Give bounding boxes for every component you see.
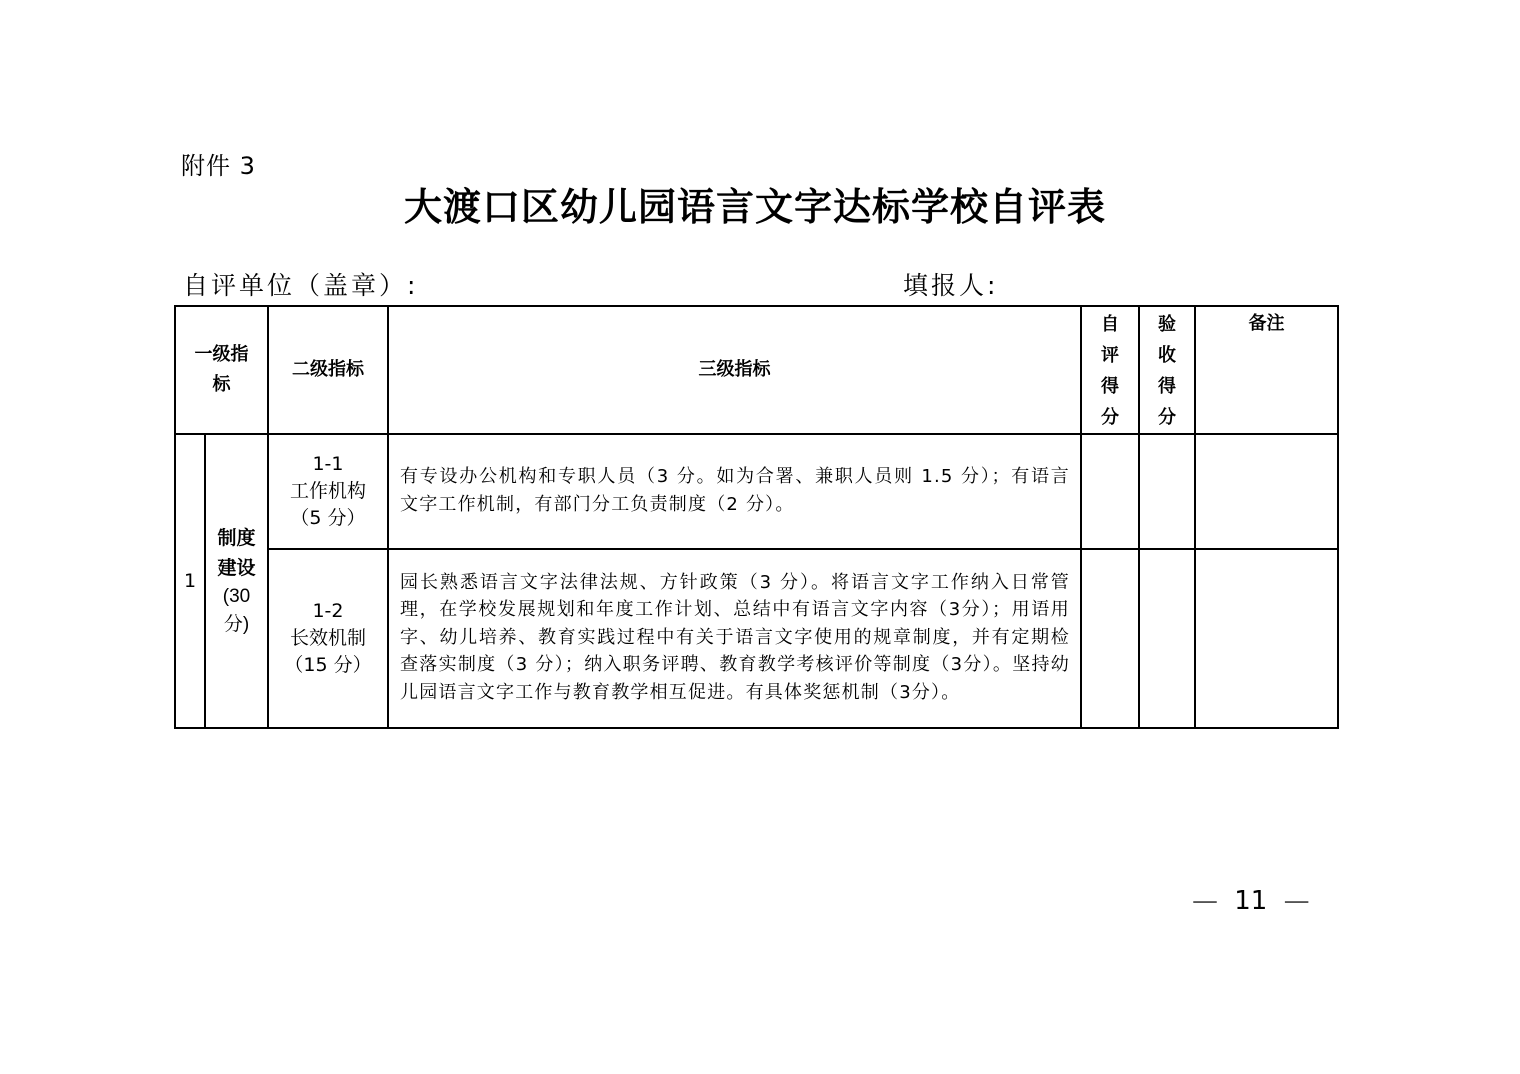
header-check-score: 验 收 得 分 — [1139, 306, 1195, 434]
header-self-score: 自 评 得 分 — [1081, 306, 1139, 434]
category-cell: 制度 建设 (30 分) — [205, 434, 268, 728]
remarks-cell[interactable] — [1195, 434, 1338, 549]
table-row — [175, 434, 1338, 549]
remarks-cell[interactable] — [1195, 549, 1338, 728]
detail-cell: 有专设办公机构和专职人员（3 分。如为合署、兼职人员则 1.5 分）；有语言文字工作机制，有部门分工负责制度（2 分）。 — [388, 434, 1081, 549]
self-score-cell[interactable] — [1081, 434, 1139, 549]
filler-label: 填报人: — [903, 271, 999, 300]
page-dash-right: — — [1283, 886, 1310, 916]
header-level1: 一级指标 — [175, 306, 268, 434]
page-title: 大渡口区幼儿园语言文字达标学校自评表 — [403, 184, 1106, 229]
table-header-row — [175, 306, 1338, 434]
row-number: 1 — [175, 434, 205, 728]
self-evaluation-table — [174, 305, 1339, 729]
self-eval-unit-label: 自评单位（盖章）: — [183, 271, 419, 300]
header-remarks: 备注 — [1195, 306, 1338, 434]
subindicator-cell: 1-1 工作机构 （5 分） — [268, 434, 388, 549]
header-level3: 三级指标 — [388, 306, 1081, 434]
header-level2: 二级指标 — [268, 306, 388, 434]
attachment-label: 附件 3 — [181, 152, 256, 180]
subindicator-cell: 1-2 长效机制 （15 分） — [268, 549, 388, 728]
page-dash-left: — — [1192, 886, 1218, 916]
detail-cell: 园长熟悉语言文字法律法规、方针政策（3 分）。将语言文字工作纳入日常管理，在学校发展规划和年度工作计划、总结中有语言文字内容（3分）；用语用字、幼儿培养、教育实践过程中有关于语言文字使用的规章制度，并有定期检查落实制度（3 分）；纳入职务评聘、教育教学考核评价等制度（3分）。坚持幼儿园语言文字工作与教育教学相互促进。有具体奖惩机制（3分）。 — [388, 549, 1081, 728]
check-score-cell[interactable] — [1139, 549, 1195, 728]
page-number — [1192, 886, 1310, 916]
table-row — [175, 549, 1338, 728]
self-score-cell[interactable] — [1081, 549, 1139, 728]
page-number-value: 11 — [1234, 886, 1268, 916]
check-score-cell[interactable] — [1139, 434, 1195, 549]
